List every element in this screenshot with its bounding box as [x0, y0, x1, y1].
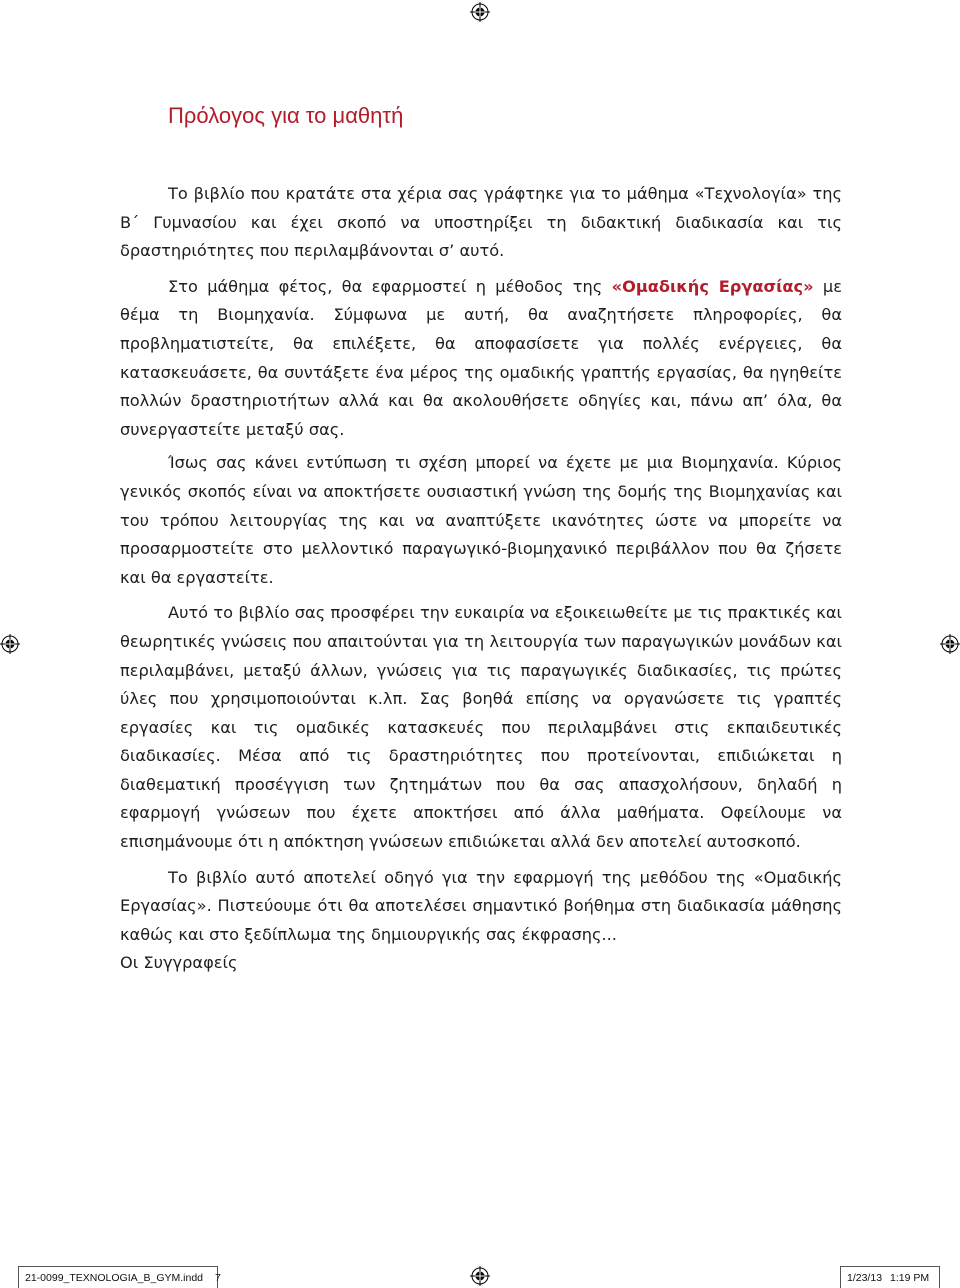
registration-mark-left-icon [0, 634, 20, 654]
slug-page-number: 7 [215, 1272, 221, 1284]
print-slug-date [840, 1266, 940, 1288]
paragraph-4: Αυτό το βιβλίο σας προσφέρει την ευκαιρία να εξοικειωθείτε με τις πρακτικές και θεωρητικές γνώσεις που απαιτούνται για τη λειτουργία των παραγωγικών μονάδων και περιλαμβάνει, μεταξύ άλλων, γνώσεις για τις παραγωγικές διαδικασίες, τις πρώτες ύλες που χρησιμοποιούνται κ.λπ. Σας βοηθά επίσης να οργανώσετε τις γραπτές εργασίες και τις ομαδικές κατασκευές που περιλαμβάνει στις εκπαιδευτικές διαδικασίες. Μέσα από τις δραστηριότητες που προτείνονται, επιδιώκεται η διαθεματική προσέγγιση των ζητημάτων που θα σας απασχολήσουν, δηλαδή η εφαρμογή γνώσεων που έχετε αποκτήσει από άλλα μαθήματα. Οφείλουμε να επισημάνουμε ότι η απόκτηση γνώσεων επιδιώκεται αλλά δεν αποτελεί αυτοσκοπό. [120, 603, 842, 852]
slug-date: 1/23/13 [847, 1272, 883, 1284]
preface-body [120, 180, 842, 978]
paragraph-2-after: με θέμα τη Βιομηχανία. Σύμφωνα με αυτή, θα αναζητήσετε πληροφορίες, θα προβληματιστείτε, θα επιλέξετε, θα αποφασίσετε για πολλές ενέργειες, θα κατασκευάσετε, θα συντάξετε ένα μέρος της ομαδικής γραπτής εργασίας, θα ηγηθείτε πολλών δραστηριοτήτων αλλά και θα ακολουθήσετε οδηγίες και, πάνω απ’ όλα, θα συνεργαστείτε μεταξύ σας. [120, 276, 842, 439]
registration-mark-right-icon [940, 634, 960, 654]
slug-time: 1:19 PM [890, 1272, 930, 1284]
paragraph-5: Το βιβλίο αυτό αποτελεί οδηγό για την εφαρμογή της μεθόδου της «Ομαδικής Εργασίας». Πιστεύουμε ότι θα αποτελέσει σημαντικό βοήθημα στη διαδικασία μάθησης καθώς και στο ξεδίπλωμα της δημιουργικής σας έκφρασης... [120, 867, 842, 944]
page-title: Πρόλογος για το μαθητή [168, 103, 404, 128]
paragraph-2-before: Στο μάθημα φέτος, θα εφαρμοστεί η μέθοδος της [168, 276, 612, 296]
print-slug-file [18, 1266, 221, 1288]
signature: Οι Συγγραφείς [120, 953, 238, 973]
paragraph-2 [120, 273, 842, 445]
registration-mark-bottom-icon [470, 1266, 490, 1286]
group-work-highlight: «Ομαδικής Εργασίας» [611, 276, 814, 296]
paragraph-3: Ίσως σας κάνει εντύπωση τι σχέση μπορεί να έχετε με μια Βιομηχανία. Κύριος γενικός σκοπός είναι να αποκτήσετε ουσιαστική γνώση της δομής της Βιομηχανίας και του τρόπου λειτουργίας της και να αναπτύξετε ικανότητες ώστε να μπορείτε να προσαρμοστείτε στο μελλοντικό παραγωγικό-βιομηχανικό περιβάλλον που θα ζήσετε και θα εργαστείτε. [120, 453, 842, 587]
paragraph-1: Το βιβλίο που κρατάτε στα χέρια σας γράφτηκε για το μάθημα «Τεχνολογία» της Β΄ Γυμνασίου και έχει σκοπό να υποστηρίξει τη διδακτική διαδικασία και τις δραστηριότητες που περιλαμβάνονται σ’ αυτό. [120, 184, 842, 261]
slug-filename: 21-0099_TEXNOLOGIA_B_GYM.indd [25, 1272, 204, 1284]
registration-mark-top-icon [470, 2, 490, 22]
